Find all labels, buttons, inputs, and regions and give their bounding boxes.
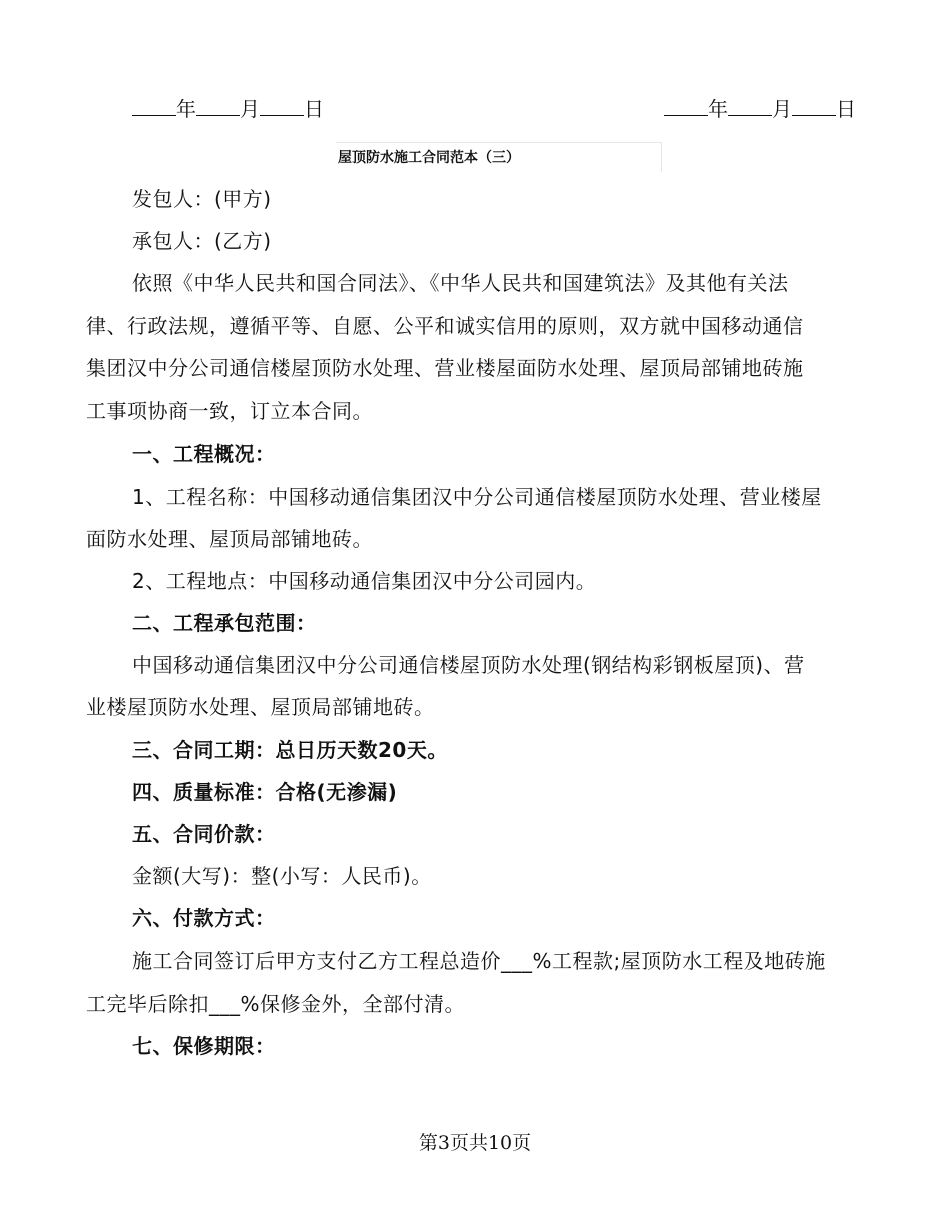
year-label: 年 xyxy=(176,97,196,121)
project-name-line-1: 1、工程名称：中国移动通信集团汉中分公司通信楼屋顶防水处理、营业楼屋 xyxy=(132,485,822,509)
section-7-heading: 七、保修期限： xyxy=(132,1034,276,1058)
payment-line-2: 工完毕后除扣___%保修金外，全部付清。 xyxy=(86,992,466,1016)
amount-line: 金额(大写)：整(小写：人民币)。 xyxy=(132,864,432,888)
section-3-heading: 三、合同工期：总日历天数20天。 xyxy=(132,738,448,762)
date-line-right xyxy=(664,95,856,122)
project-name-line-2: 面防水处理、屋顶局部铺地砖。 xyxy=(86,527,373,551)
section-1-heading: 一、工程概况： xyxy=(132,442,276,466)
section-6-heading: 六、付款方式： xyxy=(132,906,276,930)
party-b-line: 承包人：(乙方) xyxy=(132,229,272,253)
document-title: 屋顶防水施工合同范本（三） xyxy=(338,150,520,166)
section-2-heading: 二、工程承包范围： xyxy=(132,611,317,635)
day-label: 日 xyxy=(304,97,324,121)
section-5-heading: 五、合同价款： xyxy=(132,822,276,846)
scope-line-1: 中国移动通信集团汉中分公司通信楼屋顶防水处理(钢结构彩钢板屋顶)、营 xyxy=(132,653,805,677)
preamble-line-3: 集团汉中分公司通信楼屋顶防水处理、营业楼屋面防水处理、屋顶局部铺地砖施 xyxy=(86,356,804,380)
section-4-heading: 四、质量标准：合格(无渗漏) xyxy=(132,780,398,804)
payment-line-1: 施工合同签订后甲方支付乙方工程总造价___%工程款;屋顶防水工程及地砖施 xyxy=(132,949,826,973)
scope-line-2: 业楼屋顶防水处理、屋顶局部铺地砖。 xyxy=(86,695,435,719)
year-label: 年 xyxy=(708,97,728,121)
year-blank xyxy=(664,95,708,116)
month-label: 月 xyxy=(772,97,792,121)
party-a-line: 发包人：(甲方) xyxy=(132,187,272,211)
date-line-left xyxy=(132,95,324,122)
month-blank xyxy=(728,95,772,116)
preamble-line-1: 依照《中华人民共和国合同法》、《中华人民共和国建筑法》及其他有关法 xyxy=(132,271,789,295)
project-location-line: 2、工程地点：中国移动通信集团汉中分公司园内。 xyxy=(132,569,597,593)
month-blank xyxy=(196,95,240,116)
preamble-line-4: 工事项协商一致，订立本合同。 xyxy=(86,399,373,423)
day-blank xyxy=(792,95,836,116)
page-number-footer: 第3页共10页 xyxy=(418,1132,532,1154)
year-blank xyxy=(132,95,176,116)
day-blank xyxy=(260,95,304,116)
month-label: 月 xyxy=(240,97,260,121)
day-label: 日 xyxy=(836,97,856,121)
document-title-box xyxy=(336,142,662,172)
preamble-line-2: 律、行政法规，遵循平等、自愿、公平和诚实信用的原则，双方就中国移动通信 xyxy=(86,314,804,338)
